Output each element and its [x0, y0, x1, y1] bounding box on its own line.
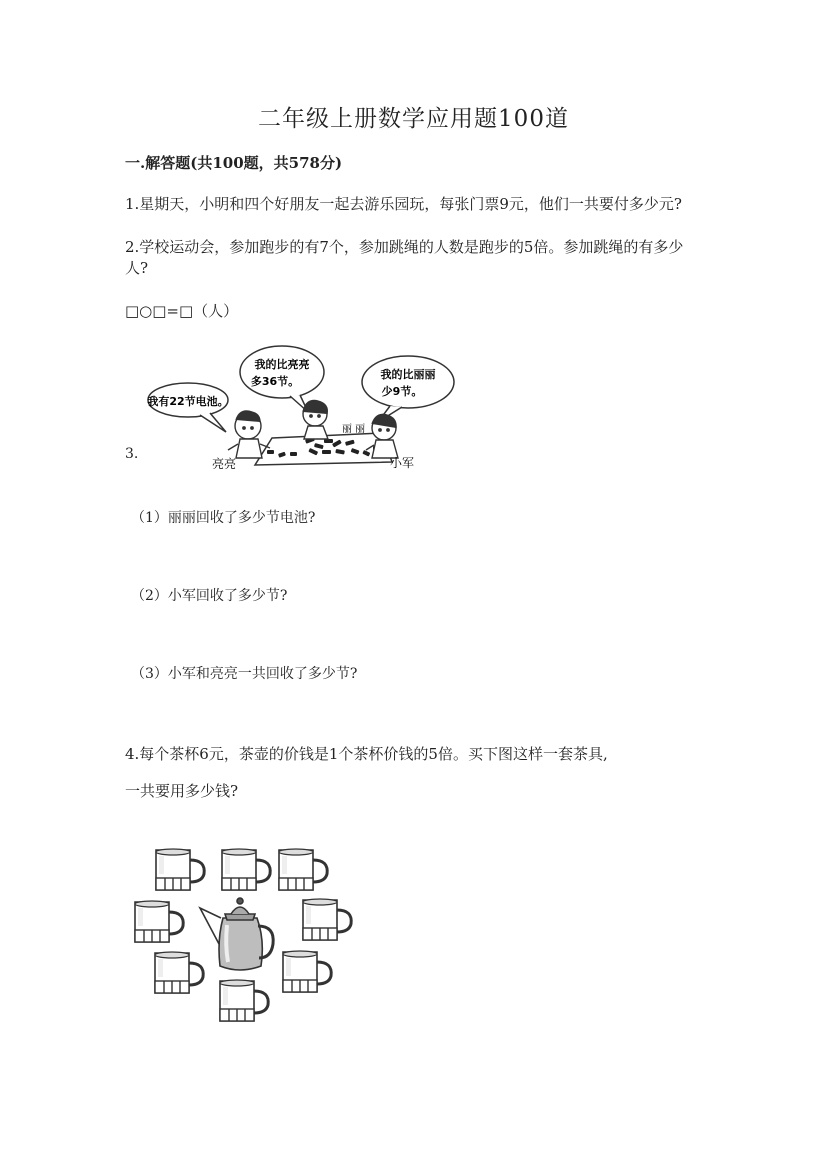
- teacup: [156, 849, 204, 890]
- question-2-formula: □○□=□（人）: [125, 302, 239, 320]
- bubble-middle-line1: 我的比亮亮: [254, 358, 310, 371]
- question-3-sub-1: （1）丽丽回收了多少节电池?: [131, 510, 316, 526]
- speech-bubble-left: [147, 383, 228, 432]
- speech-bubble-right: [362, 356, 454, 422]
- bubble-right-line1: 我的比丽丽: [380, 368, 436, 381]
- kid-lili: [303, 400, 328, 439]
- teacup: [303, 899, 351, 940]
- teacup: [155, 952, 203, 993]
- teacup: [135, 901, 183, 942]
- question-3-number: 3.: [125, 446, 139, 462]
- question-1: 1.星期天，小明和四个好朋友一起去游乐园玩，每张门票9元，他们一共要付多少元?: [125, 195, 682, 213]
- question-2: 2.学校运动会，参加跑步的有7个，参加跳绳的人数是跑步的5倍。参加跳绳的有多少人?: [125, 238, 684, 277]
- teacup: [279, 849, 327, 890]
- teacup: [283, 951, 331, 992]
- teapot: [200, 898, 273, 970]
- bubble-left-text: 我有22节电池。: [147, 395, 229, 408]
- bubble-right-line2: 少9节。: [381, 385, 423, 398]
- teacup: [220, 980, 268, 1021]
- battery-recycling-illustration: [140, 340, 480, 475]
- question-4-line-2: 一共要用多少钱?: [125, 782, 239, 800]
- question-3-sub-3: （3）小军和亮亮一共回收了多少节?: [131, 666, 358, 682]
- question-3-sub-2: （2）小军回收了多少节?: [131, 588, 288, 604]
- tea-set-illustration: [125, 840, 365, 1035]
- question-4-line-1: 4.每个茶杯6元，茶壶的价钱是1个茶杯价钱的5倍。买下图这样一套茶具,: [125, 745, 608, 763]
- teacup: [222, 849, 270, 890]
- label-liangliang: 亮亮: [212, 457, 237, 471]
- page-title: 二年级上册数学应用题100道: [258, 106, 569, 132]
- label-xiaojun: 小军: [390, 456, 415, 470]
- label-lili: 丽 丽: [342, 424, 366, 435]
- bubble-middle-line2: 多36节。: [250, 375, 300, 388]
- section-heading: 一.解答题(共100题，共578分): [125, 154, 343, 172]
